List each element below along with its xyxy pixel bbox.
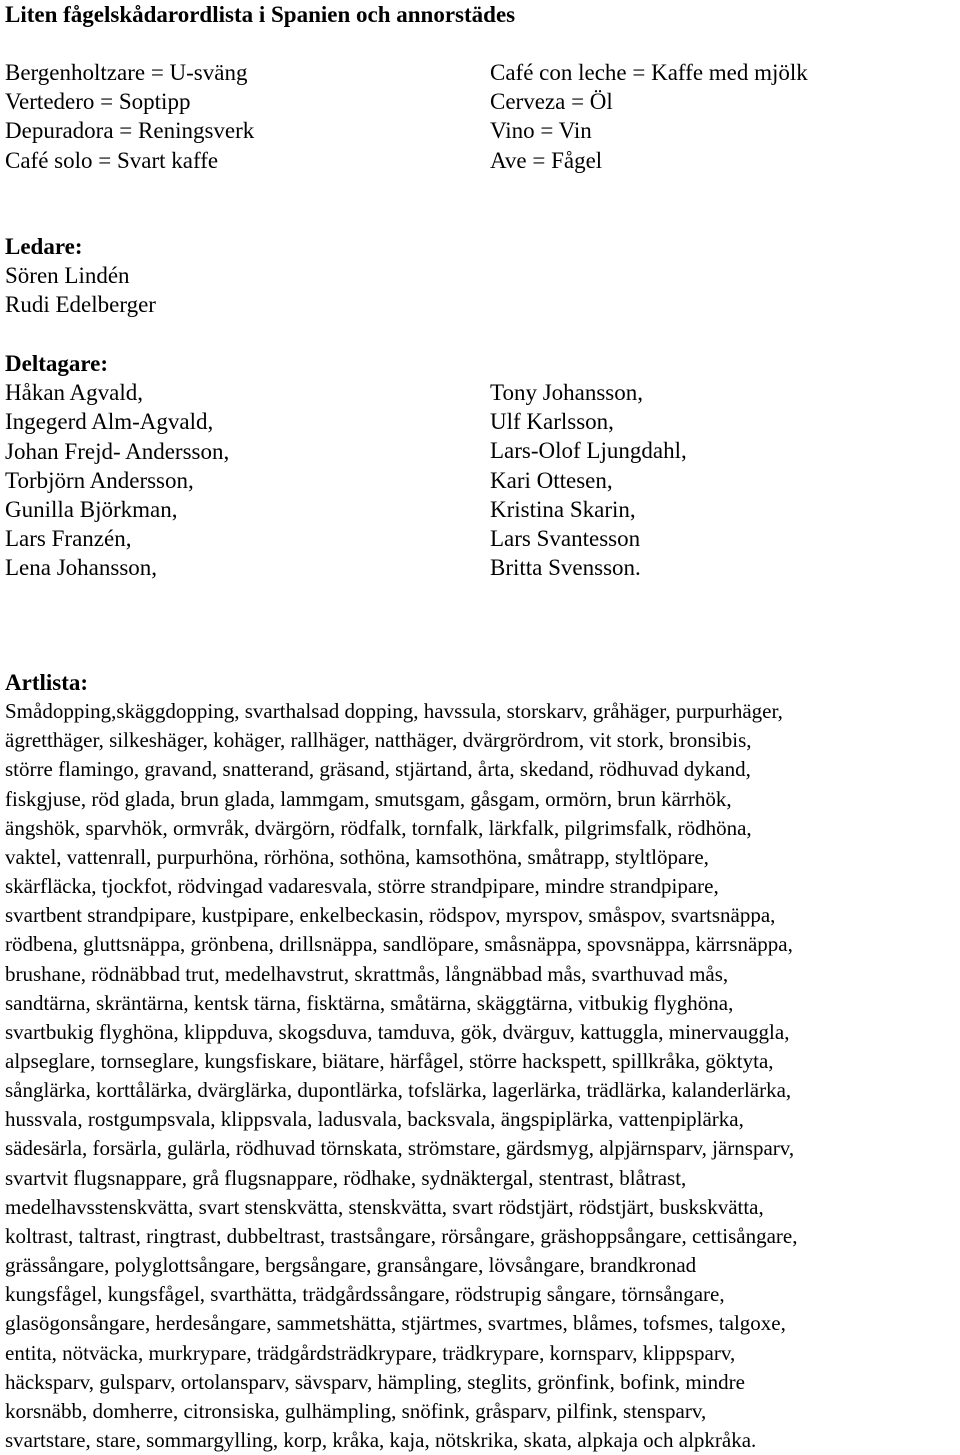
- species-list: [5, 697, 955, 1455]
- species-line: Smådopping,skäggdopping, svarthalsad dopping, havssula, storskarv, gråhäger, purpurhäger,: [5, 699, 783, 724]
- glossary-item: Ave = Fågel: [490, 147, 603, 173]
- glossary-item: Cerveza = Öl: [490, 89, 613, 115]
- species-line: svartbukig flyghöna, klippduva, skogsduva, tamduva, gök, dvärguv, kattuggla, minervauggla,: [5, 1019, 790, 1044]
- participant-name: Kari Ottesen,: [490, 467, 613, 493]
- glossary-item: Café con leche = Kaffe med mjölk: [490, 60, 808, 85]
- participant-name: Lars-Olof Ljungdahl,: [490, 438, 687, 464]
- participants-left: [5, 349, 229, 583]
- species-line: större flamingo, gravand, snatterand, gräsand, stjärtand, årta, skedand, rödhuvad dykand,: [5, 757, 751, 782]
- species-line: medelhavsstenskvätta, svart stenskvätta, stenskvätta, svart rödstjärt, rödstjärt, buskskvätta,: [5, 1194, 764, 1219]
- participant-name: Lars Svantesson: [490, 525, 641, 551]
- species-line: fiskgjuse, röd glada, brun glada, lammgam, smutsgam, gåsgam, ormörn, brun kärrhök,: [5, 786, 732, 811]
- species-line: korsnäbb, domherre, citronsiska, gulhämpling, snöfink, gråsparv, pilfink, stensparv,: [5, 1398, 707, 1423]
- species-line: häcksparv, gulsparv, ortolansparv, sävsparv, hämpling, steglits, grönfink, bofink, mindre: [5, 1369, 745, 1394]
- species-line: brushane, rödnäbbad trut, medelhavstrut, skrattmås, långnäbbad mås, svarthuvad mås,: [5, 961, 729, 986]
- participant-name: Britta Svensson.: [490, 555, 641, 581]
- species-line: sädesärla, forsärla, gulärla, rödhuvad törnskata, strömstare, gärdsmyg, alpjärnsparv, järnsparv,: [5, 1136, 795, 1161]
- participant-name: Håkan Agvald,: [5, 380, 143, 406]
- species-line: ängshök, sparvhök, ormvråk, dvärgörn, rödfalk, tornfalk, lärkfalk, pilgrimsfalk, rödhöna,: [5, 815, 752, 840]
- species-line: rödbena, gluttsnäppa, grönbena, drillsnäppa, sandlöpare, småsnäppa, spovsnäppa, kärrsnäppa,: [5, 932, 793, 957]
- glossary-item: Café solo = Svart kaffe: [5, 147, 219, 173]
- species-section: [5, 668, 955, 1455]
- species-line: svartstare, stare, sommargylling, korp, kråka, kaja, nötskrika, skata, alpkaja och alpkråka.: [5, 1428, 757, 1453]
- species-line: ägretthäger, silkeshäger, kohäger, rallhäger, natthäger, dvärgrördrom, vit stork, bronsibis,: [5, 728, 752, 753]
- participant-name: Lars Franzén,: [5, 526, 132, 552]
- species-line: hussvala, rostgumpsvala, klippsvala, ladusvala, backsvala, ängspiplärka, vattenpiplärka,: [5, 1107, 744, 1132]
- species-line: svartvit flugsnappare, grå flugsnappare, rödhake, sydnäktergal, stentrast, blåtrast,: [5, 1165, 687, 1190]
- species-line: skärfläcka, tjockfot, rödvingad vadaresvala, större strandpipare, mindre strandpipare,: [5, 874, 719, 899]
- species-heading: Artlista:: [5, 670, 89, 695]
- participant-name: Torbjörn Andersson,: [5, 467, 194, 493]
- document-title: Liten fågelskådarordlista i Spanien och annorstädes: [5, 2, 516, 27]
- leaders-heading: Ledare:: [5, 234, 83, 259]
- participants-heading: Deltagare:: [5, 351, 109, 376]
- glossary-item: Vino = Vin: [490, 118, 592, 144]
- species-line: koltrast, taltrast, ringtrast, dubbeltrast, trastsångare, rörsångare, gräshoppsångare, cettisångare,: [5, 1223, 798, 1248]
- glossary-left: [5, 58, 254, 175]
- glossary-item: Vertedero = Soptipp: [5, 89, 191, 115]
- participant-name: Kristina Skarin,: [490, 496, 636, 522]
- species-line: glasögonsångare, herdesångare, sammetshätta, stjärtmes, svartmes, blåmes, tofsmes, talgoxe,: [5, 1311, 786, 1336]
- participant-name: Ulf Karlsson,: [490, 409, 614, 435]
- species-line: grässångare, polyglottsångare, bergsångare, gransångare, lövsångare, brandkronad: [5, 1253, 697, 1278]
- species-line: kungsfågel, kungsfågel, svarthätta, trädgårdssångare, rödstrupig sångare, törnsångare,: [5, 1282, 725, 1307]
- leaders-section: [5, 232, 156, 320]
- species-line: entita, nötväcka, murkrypare, trädgårdsträdkrypare, trädkrypare, kornsparv, klippsparv,: [5, 1340, 736, 1365]
- species-line: sånglärka, korttålärka, dvärglärka, dupontlärka, tofslärka, lagerlärka, trädlärka, kalanderlärka,: [5, 1078, 792, 1103]
- leader-name: Sören Lindén: [5, 263, 130, 289]
- species-line: svartbent strandpipare, kustpipare, enkelbeckasin, rödspov, myrspov, småspov, svartsnäppa,: [5, 903, 776, 928]
- glossary-item: Bergenholtzare = U-sväng: [5, 60, 248, 85]
- participant-name: Johan Frejd- Andersson,: [5, 438, 230, 464]
- species-line: alpseglare, tornseglare, kungsfiskare, biätare, härfågel, större hackspett, spillkråka, göktyta,: [5, 1049, 774, 1074]
- participant-name: Ingegerd Alm-Agvald,: [5, 409, 214, 435]
- leader-name: Rudi Edelberger: [5, 292, 156, 318]
- participant-name: Lena Johansson,: [5, 555, 158, 581]
- species-line: sandtärna, skräntärna, kentsk tärna, fisktärna, småtärna, skäggtärna, vitbukig flyghöna,: [5, 990, 734, 1015]
- glossary-right: [490, 58, 808, 175]
- participant-name: Gunilla Björkman,: [5, 496, 178, 522]
- species-line: vaktel, vattenrall, purpurhöna, rörhöna, sothöna, kamsothöna, småtrapp, styltlöpare,: [5, 844, 709, 869]
- glossary-item: Depuradora = Reningsverk: [5, 118, 255, 144]
- participant-name: Tony Johansson,: [490, 380, 644, 405]
- participants-right: [490, 378, 687, 582]
